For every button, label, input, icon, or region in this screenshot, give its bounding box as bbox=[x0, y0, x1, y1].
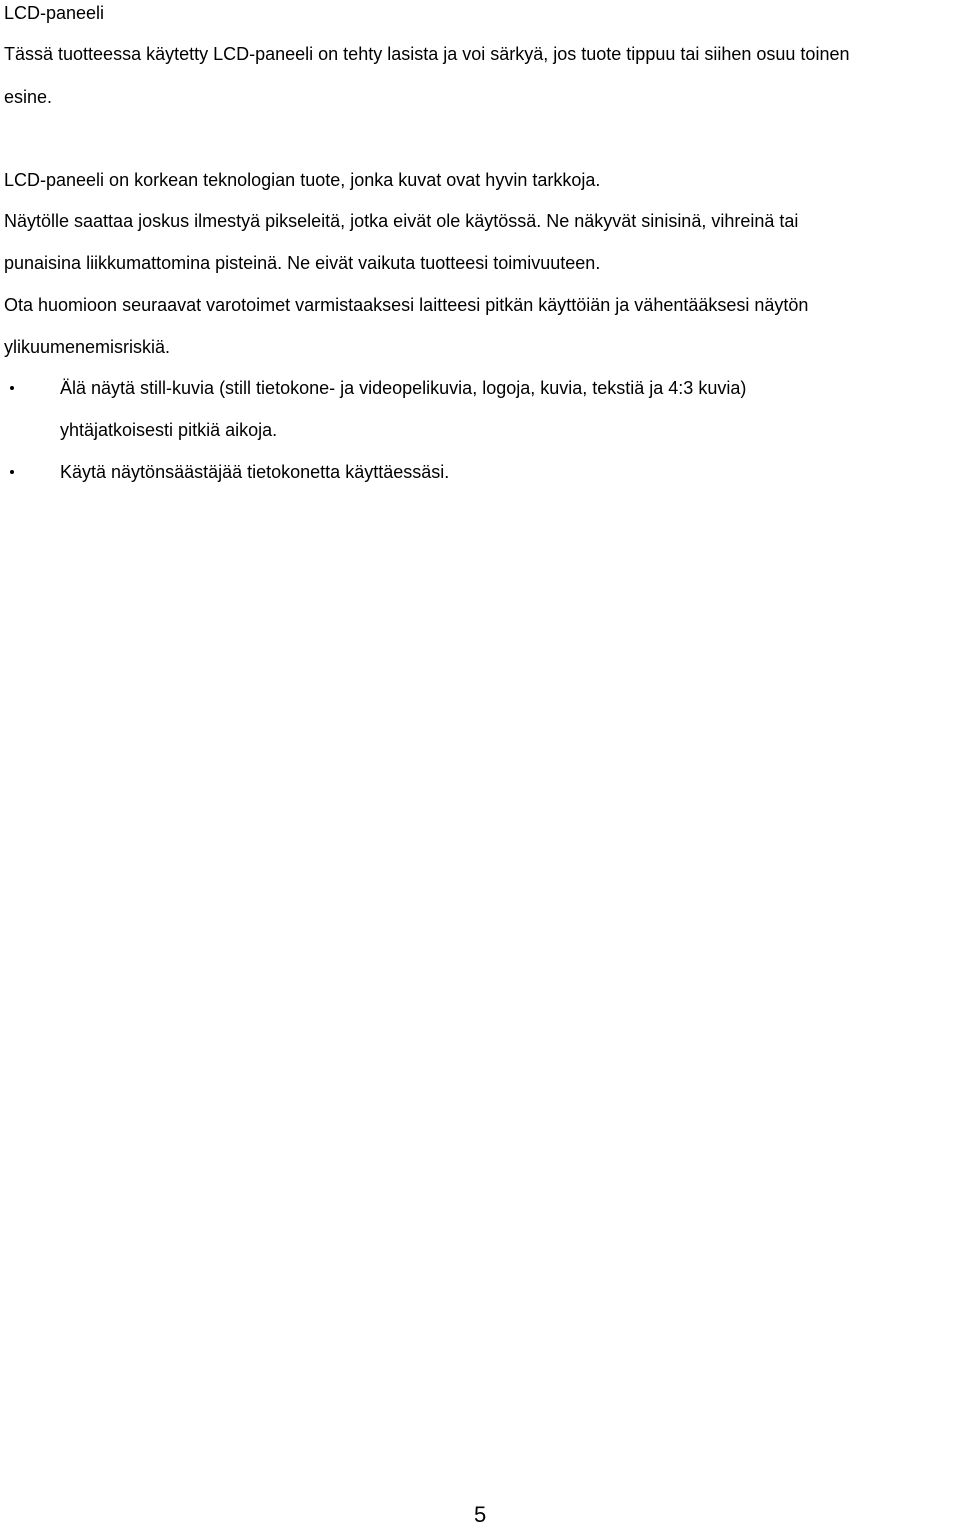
list-item-text: Käytä näytönsäästäjää tietokonetta käyttäessäsi. bbox=[60, 462, 450, 482]
paragraph-line: Näytölle saattaa joskus ilmestyä pikseleitä, jotka eivät ole käytössä. Ne näkyvät sinisinä, vihreinä tai bbox=[4, 211, 799, 231]
list-item-text: Älä näytä still-kuvia (still tietokone- ja videopelikuvia, logoja, kuvia, tekstiä ja 4:3 kuvia) bbox=[60, 378, 747, 398]
section-heading: LCD-paneeli bbox=[4, 3, 105, 23]
list-item-text: yhtäjatkoisesti pitkiä aikoja. bbox=[60, 420, 278, 440]
page-number: 5 bbox=[474, 1502, 487, 1527]
paragraph-line: Tässä tuotteessa käytetty LCD-paneeli on tehty lasista ja voi särkyä, jos tuote tippuu tai siihen osuu toinen bbox=[4, 44, 850, 64]
paragraph-line: ylikuumenemisriskiä. bbox=[4, 337, 171, 357]
bullet-icon bbox=[10, 470, 14, 474]
paragraph-line: punaisina liikkumattomina pisteinä. Ne eivät vaikuta tuotteesi toimivuuteen. bbox=[4, 253, 601, 273]
paragraph-line: LCD-paneeli on korkean teknologian tuote, jonka kuvat ovat hyvin tarkkoja. bbox=[4, 170, 601, 190]
paragraph-line: Ota huomioon seuraavat varotoimet varmistaaksesi laitteesi pitkän käyttöiän ja vähentääksesi näytön bbox=[4, 295, 809, 315]
bullet-icon bbox=[10, 386, 14, 390]
paragraph-line: esine. bbox=[4, 87, 53, 107]
